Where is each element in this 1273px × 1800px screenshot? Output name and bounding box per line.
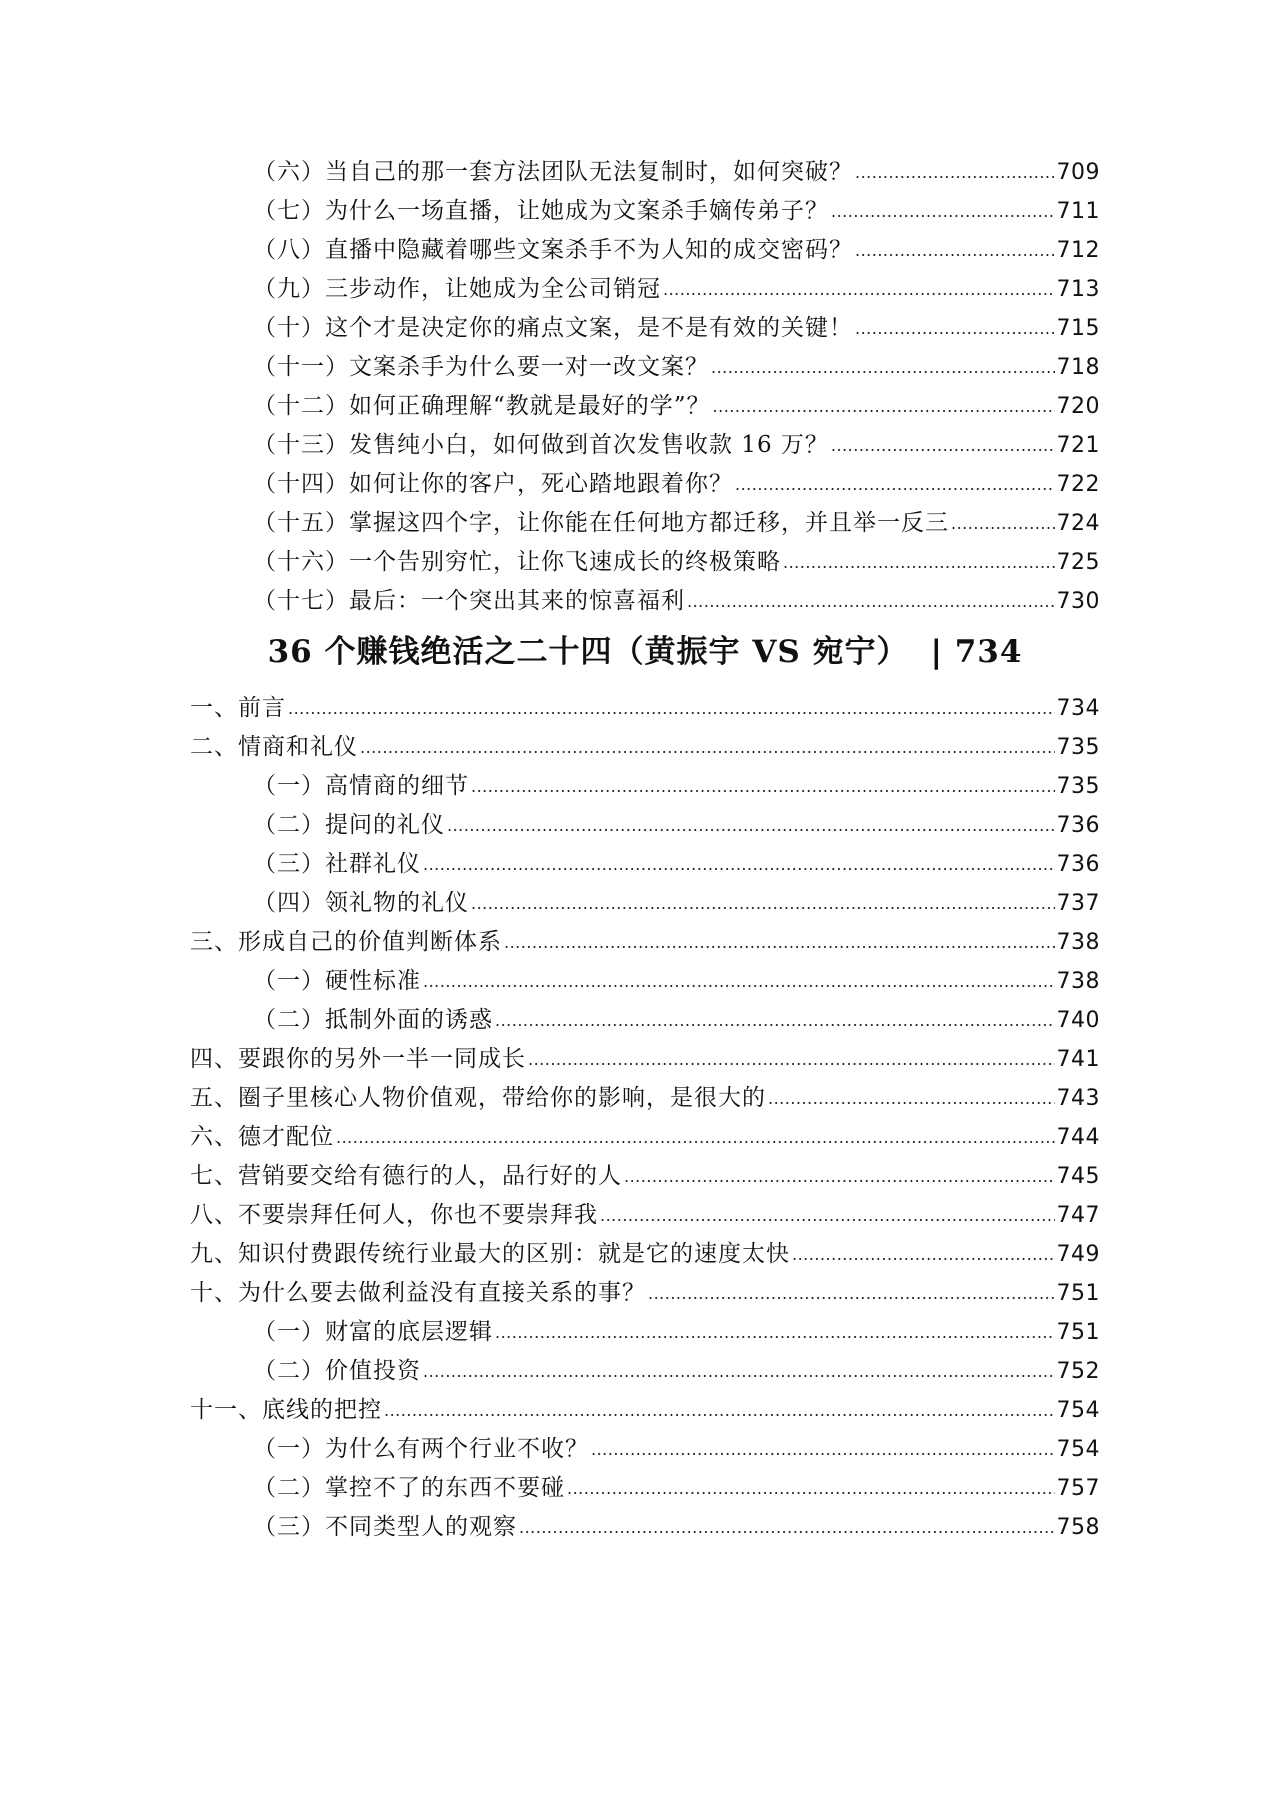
dot-leader — [528, 1040, 1055, 1079]
toc-entry-page-number: 758 — [1056, 1515, 1100, 1540]
toc-entry[interactable] — [190, 231, 1100, 270]
toc-entry[interactable] — [190, 1079, 1100, 1118]
toc-entry-page-number: 736 — [1056, 813, 1100, 838]
toc-entry-title: 四、要跟你的另外一半一同成长 — [190, 1046, 526, 1072]
toc-entry[interactable] — [190, 1235, 1100, 1274]
toc-entry-title: （十四）如何让你的客户，死心踏地跟着你？ — [253, 471, 733, 497]
toc-entry-page-number: 747 — [1056, 1203, 1100, 1228]
table-of-contents — [190, 153, 1100, 1547]
toc-entry[interactable] — [190, 1313, 1100, 1352]
toc-entry-page-number: 735 — [1056, 774, 1100, 799]
toc-entry[interactable] — [190, 689, 1100, 728]
toc-entry-title: 十一、底线的把控 — [190, 1397, 382, 1423]
chapter-separator: | — [930, 634, 943, 670]
toc-entry-page-number: 754 — [1056, 1437, 1100, 1462]
toc-entry-title: 八、不要崇拜任何人，你也不要崇拜我 — [190, 1202, 598, 1228]
toc-entry[interactable] — [190, 1274, 1100, 1313]
dot-leader — [855, 231, 1055, 270]
toc-entry-title: （一）高情商的细节 — [253, 773, 469, 799]
toc-entry[interactable] — [190, 504, 1100, 543]
toc-entry-page-number: 757 — [1056, 1476, 1100, 1501]
toc-entry[interactable] — [190, 1391, 1100, 1430]
toc-entry-page-number: 715 — [1056, 316, 1100, 341]
toc-continued-section — [190, 153, 1100, 621]
toc-entry-page-number: 713 — [1056, 277, 1100, 302]
toc-entry[interactable] — [190, 1157, 1100, 1196]
dot-leader — [384, 1391, 1055, 1430]
toc-entry-title: （十七）最后：一个突出其来的惊喜福利 — [253, 588, 685, 614]
toc-entry-page-number: 734 — [1056, 696, 1100, 721]
dot-leader — [687, 582, 1055, 621]
toc-entry-title: （八）直播中隐藏着哪些文案杀手不为人知的成交密码？ — [253, 237, 853, 263]
toc-entry-title: （十三）发售纯小白，如何做到首次发售收款 16 万？ — [253, 432, 829, 458]
dot-leader — [471, 884, 1055, 923]
toc-entry-page-number: 736 — [1056, 852, 1100, 877]
toc-entry[interactable] — [190, 465, 1100, 504]
toc-entry-title: （十一）文案杀手为什么要一对一改文案？ — [253, 354, 709, 380]
toc-entry-title: （二）提问的礼仪 — [253, 812, 445, 838]
dot-leader — [423, 1352, 1055, 1391]
toc-entry-title: 二、情商和礼仪 — [190, 734, 358, 760]
toc-entry[interactable] — [190, 270, 1100, 309]
toc-entry-page-number: 743 — [1056, 1086, 1100, 1111]
toc-entry-page-number: 724 — [1056, 511, 1100, 536]
toc-entry-page-number: 751 — [1056, 1320, 1100, 1345]
toc-entry-title: （二）抵制外面的诱惑 — [253, 1007, 493, 1033]
toc-entry[interactable] — [190, 884, 1100, 923]
toc-entry[interactable] — [190, 426, 1100, 465]
dot-leader — [831, 426, 1055, 465]
dot-leader — [735, 465, 1055, 504]
dot-leader — [567, 1469, 1055, 1508]
dot-leader — [648, 1274, 1055, 1313]
dot-leader — [495, 1001, 1055, 1040]
toc-entry-page-number: 725 — [1056, 550, 1100, 575]
dot-leader — [504, 923, 1055, 962]
toc-entry[interactable] — [190, 1469, 1100, 1508]
chapter-title: 36 个赚钱绝活之二十四（黄振宇 VS 宛宁） — [267, 634, 909, 670]
toc-entry-title: （六）当自己的那一套方法团队无法复制时，如何突破？ — [253, 159, 853, 185]
toc-entry-page-number: 751 — [1056, 1281, 1100, 1306]
dot-leader — [831, 192, 1055, 231]
toc-entry-title: （一）财富的底层逻辑 — [253, 1319, 493, 1345]
toc-entry-page-number: 718 — [1056, 355, 1100, 380]
dot-leader — [591, 1430, 1055, 1469]
dot-leader — [855, 153, 1055, 192]
dot-leader — [336, 1118, 1055, 1157]
toc-entry[interactable] — [190, 1508, 1100, 1547]
dot-leader — [768, 1079, 1055, 1118]
toc-entry-title: （十五）掌握这四个字，让你能在任何地方都迁移，并且举一反三 — [253, 510, 949, 536]
chapter-page-number: 734 — [954, 634, 1023, 670]
dot-leader — [713, 387, 1055, 426]
dot-leader — [423, 845, 1055, 884]
toc-entry-page-number: 737 — [1056, 891, 1100, 916]
toc-entry-title: （七）为什么一场直播，让她成为文案杀手嫡传弟子？ — [253, 198, 829, 224]
dot-leader — [951, 504, 1055, 543]
toc-entry-page-number: 738 — [1056, 969, 1100, 994]
toc-entry[interactable] — [190, 1001, 1100, 1040]
dot-leader — [360, 728, 1055, 767]
toc-entry[interactable] — [190, 806, 1100, 845]
dot-leader — [471, 767, 1055, 806]
toc-entry[interactable] — [190, 1352, 1100, 1391]
toc-entry-page-number: 749 — [1056, 1242, 1100, 1267]
toc-entry-title: 九、知识付费跟传统行业最大的区别：就是它的速度太快 — [190, 1241, 790, 1267]
toc-entry[interactable] — [190, 845, 1100, 884]
toc-entry-title: （十二）如何正确理解“教就是最好的学”？ — [253, 393, 711, 419]
toc-entry-title: 六、德才配位 — [190, 1124, 334, 1150]
toc-entry-title: （三）不同类型人的观察 — [253, 1514, 517, 1540]
toc-entry-title: 七、营销要交给有德行的人，品行好的人 — [190, 1163, 622, 1189]
dot-leader — [711, 348, 1055, 387]
chapter-heading[interactable] — [190, 619, 1100, 691]
toc-entry-page-number: 720 — [1056, 394, 1100, 419]
toc-entry[interactable] — [190, 923, 1100, 962]
dot-leader — [495, 1313, 1055, 1352]
toc-entry-page-number: 740 — [1056, 1008, 1100, 1033]
toc-entry[interactable] — [190, 728, 1100, 767]
toc-entry-page-number: 744 — [1056, 1125, 1100, 1150]
toc-entry[interactable] — [190, 153, 1100, 192]
dot-leader — [423, 962, 1055, 1001]
toc-entry-page-number: 730 — [1056, 589, 1100, 614]
toc-entry-title: 五、圈子里核心人物价值观，带给你的影响，是很大的 — [190, 1085, 766, 1111]
toc-entry-title: （十）这个才是决定你的痛点文案，是不是有效的关键！ — [253, 315, 853, 341]
toc-entry-title: （四）领礼物的礼仪 — [253, 890, 469, 916]
dot-leader — [792, 1235, 1055, 1274]
dot-leader — [519, 1508, 1055, 1547]
toc-entry-title: 一、前言 — [190, 695, 286, 721]
toc-chapter-section — [190, 689, 1100, 1547]
toc-entry[interactable] — [190, 309, 1100, 348]
toc-entry-title: （二）价值投资 — [253, 1358, 421, 1384]
toc-entry-page-number: 735 — [1056, 735, 1100, 760]
toc-entry-title: 三、形成自己的价值判断体系 — [190, 929, 502, 955]
toc-entry-page-number: 752 — [1056, 1359, 1100, 1384]
toc-entry-title: （三）社群礼仪 — [253, 851, 421, 877]
dot-leader — [600, 1196, 1055, 1235]
toc-entry[interactable] — [190, 767, 1100, 806]
dot-leader — [663, 270, 1055, 309]
toc-entry-page-number: 754 — [1056, 1398, 1100, 1423]
dot-leader — [288, 689, 1055, 728]
toc-entry[interactable] — [190, 1118, 1100, 1157]
toc-entry[interactable] — [190, 1430, 1100, 1469]
toc-entry-page-number: 721 — [1056, 433, 1100, 458]
toc-entry-title: （九）三步动作，让她成为全公司销冠 — [253, 276, 661, 302]
toc-entry[interactable] — [190, 387, 1100, 426]
toc-entry-title: （一）硬性标准 — [253, 968, 421, 994]
toc-entry-title: （一）为什么有两个行业不收？ — [253, 1436, 589, 1462]
dot-leader — [447, 806, 1055, 845]
toc-entry-page-number: 722 — [1056, 472, 1100, 497]
dot-leader — [783, 543, 1055, 582]
dot-leader — [624, 1157, 1055, 1196]
toc-entry-page-number: 741 — [1056, 1047, 1100, 1072]
toc-entry[interactable] — [190, 543, 1100, 582]
toc-entry-page-number: 745 — [1056, 1164, 1100, 1189]
toc-entry-page-number: 711 — [1056, 199, 1100, 224]
toc-entry[interactable] — [190, 582, 1100, 621]
toc-entry-title: （二）掌控不了的东西不要碰 — [253, 1475, 565, 1501]
toc-entry-page-number: 738 — [1056, 930, 1100, 955]
toc-entry-page-number: 709 — [1056, 160, 1100, 185]
toc-entry[interactable] — [190, 192, 1100, 231]
toc-entry[interactable] — [190, 348, 1100, 387]
toc-entry-title: （十六）一个告别穷忙，让你飞速成长的终极策略 — [253, 549, 781, 575]
dot-leader — [855, 309, 1055, 348]
toc-entry[interactable] — [190, 1196, 1100, 1235]
toc-entry[interactable] — [190, 962, 1100, 1001]
toc-entry[interactable] — [190, 1040, 1100, 1079]
toc-entry-page-number: 712 — [1056, 238, 1100, 263]
toc-entry-title: 十、为什么要去做利益没有直接关系的事？ — [190, 1280, 646, 1306]
